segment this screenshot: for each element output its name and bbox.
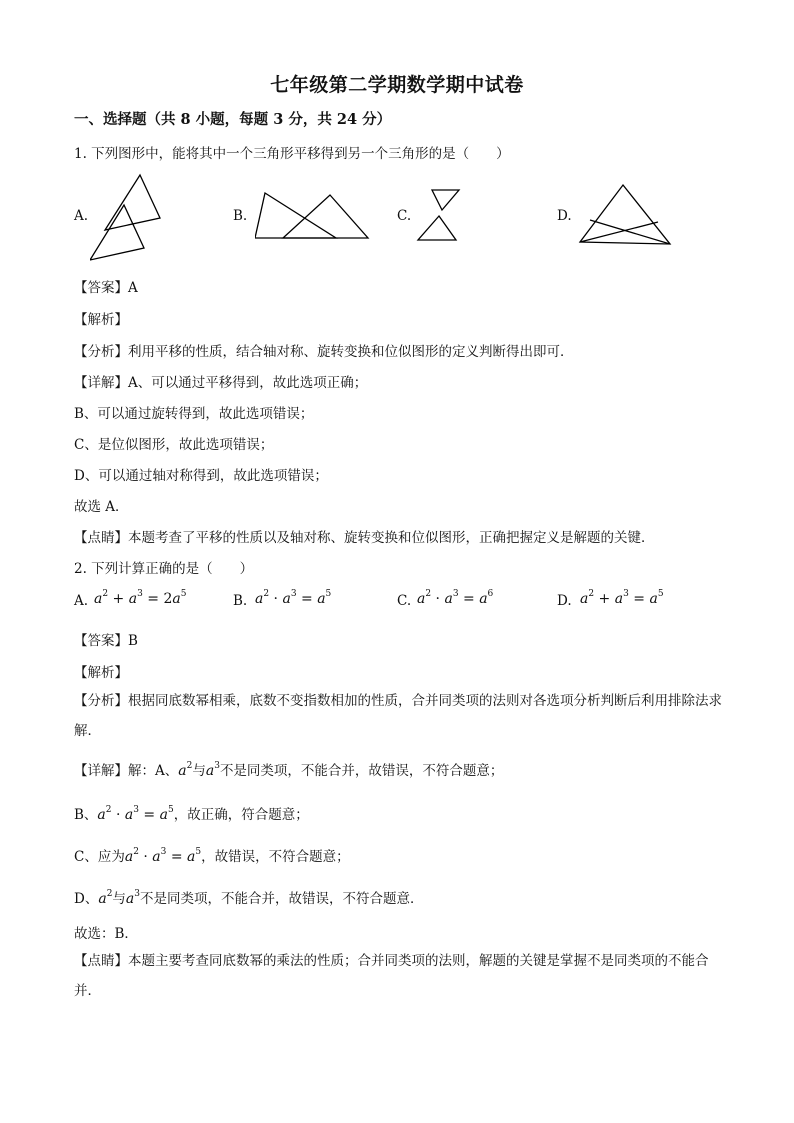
q1-option-a-figure: [90, 172, 170, 287]
q2-xiangjie: [74, 759, 503, 779]
q2-xiangjie-term-1: $a^2$: [178, 761, 193, 779]
q1-fenxi: 【分析】利用平移的性质，结合轴对称、旋转变换和位似图形的定义判断得出即可．: [74, 344, 574, 360]
q2-option-b-label: B.: [233, 593, 248, 609]
q2-stem: 2. 下列计算正确的是（ ）: [74, 561, 254, 577]
q2-fenxi: 【分析】根据同底数幂相乘，底数不变指数相加的性质，合并同类项的法则对各选项分析判断后利用排除法求解．: [74, 693, 722, 739]
q1-option-b-explain: B、可以通过旋转得到，故此选项错误；: [74, 406, 314, 422]
q1-d-inner-line-2: [580, 222, 658, 242]
q1-option-c-explain: C、是位似图形，故此选项错误；: [74, 437, 274, 453]
q2-b-suffix: ，故正确，符合题意；: [173, 807, 309, 823]
q1-option-b-figure: [255, 188, 375, 246]
q2-option-d-explain: [74, 887, 424, 907]
q1-option-c-label: C.: [397, 208, 412, 224]
q2-c-expr: $a^2 \cdot a^3 = a^5$: [124, 847, 202, 865]
q2-c-prefix: C、应为: [74, 849, 125, 865]
q1-xiangjie: 【详解】A、可以通过平移得到，故此选项正确；: [74, 375, 368, 391]
q1-option-c-figure: [412, 186, 462, 244]
section-heading: 一、选择题（共 8 小题，每题 3 分，共 24 分）: [74, 111, 392, 128]
q1-stem: 1. 下列图形中，能将其中一个三角形平移得到另一个三角形的是（ ）: [74, 146, 510, 162]
q1-option-d-label: D.: [557, 208, 572, 224]
q2-xiangjie-mid: 与: [192, 763, 206, 779]
q1-option-d-explain: D、可以通过轴对称得到，故此选项错误；: [74, 468, 328, 484]
q2-option-c-expr: $a^2 \cdot a^3 = a^6$: [417, 589, 494, 607]
q2-option-b-explain: [74, 803, 309, 823]
q2-xiangjie-prefix: 【详解】解：A、: [74, 763, 179, 779]
q2-option-d-expr: $a^2 + a^3 = a^5$: [580, 589, 664, 607]
page-title: 七年级第二学期数学期中试卷: [270, 74, 524, 96]
q2-option-c-label: C.: [397, 593, 412, 609]
q1-answer: 【答案】A: [74, 280, 138, 296]
q1-d-outer-triangle: [580, 185, 670, 244]
q1-d-inner-line-1: [590, 220, 670, 244]
q2-option-c-explain: [74, 845, 350, 865]
q2-option-a-label: A.: [74, 593, 89, 609]
q1-option-d-figure: [578, 182, 674, 248]
q2-option-b-expr: $a^2 \cdot a^3 = a^5$: [255, 589, 332, 607]
q2-option-d-label: D.: [557, 593, 572, 609]
q1-c-top-triangle: [432, 190, 459, 210]
q2-answer: 【答案】B: [74, 633, 138, 649]
q1-c-bottom-triangle: [418, 216, 456, 240]
q1-option-b-label: B.: [233, 208, 248, 224]
q2-dianjing: 【点睛】本题主要考查同底数幂的乘法的性质；合并同类项的法则，解题的关键是掌握不是同类项的不能合并．: [74, 953, 709, 999]
q1-choice: 故选 A．: [74, 499, 129, 515]
q1-a-lower-triangle: [90, 205, 144, 260]
q2-b-expr: $a^2 \cdot a^3 = a^5$: [97, 805, 174, 823]
q2-d-suffix: 不是同类项，不能合并，故错误，不符合题意．: [140, 891, 424, 907]
q2-d-prefix: D、: [74, 891, 99, 907]
q2-choice: 故选：B．: [74, 926, 138, 942]
q2-option-a-expr: $a^2 + a^3 = 2a^5$: [94, 589, 187, 607]
q2-xiangjie-suffix: 不是同类项，不能合并，故错误，不符合题意；: [219, 763, 504, 779]
q2-d-term-2: $a^3$: [125, 889, 141, 907]
q2-d-mid: 与: [112, 891, 126, 907]
q2-c-suffix: ，故错误，不符合题意；: [201, 849, 350, 865]
q1-option-a-label: A.: [74, 208, 89, 224]
q2-analysis-title: 【解析】: [74, 665, 128, 681]
q2-d-term-1: $a^2$: [98, 889, 113, 907]
q1-dianjing: 【点睛】本题考查了平移的性质以及轴对称、旋转变换和位似图形，正确把握定义是解题的关键．: [74, 530, 655, 546]
q2-xiangjie-term-2: $a^3$: [205, 761, 220, 779]
q2-b-prefix: B、: [74, 807, 98, 823]
q1-analysis-title: 【解析】: [74, 312, 128, 328]
